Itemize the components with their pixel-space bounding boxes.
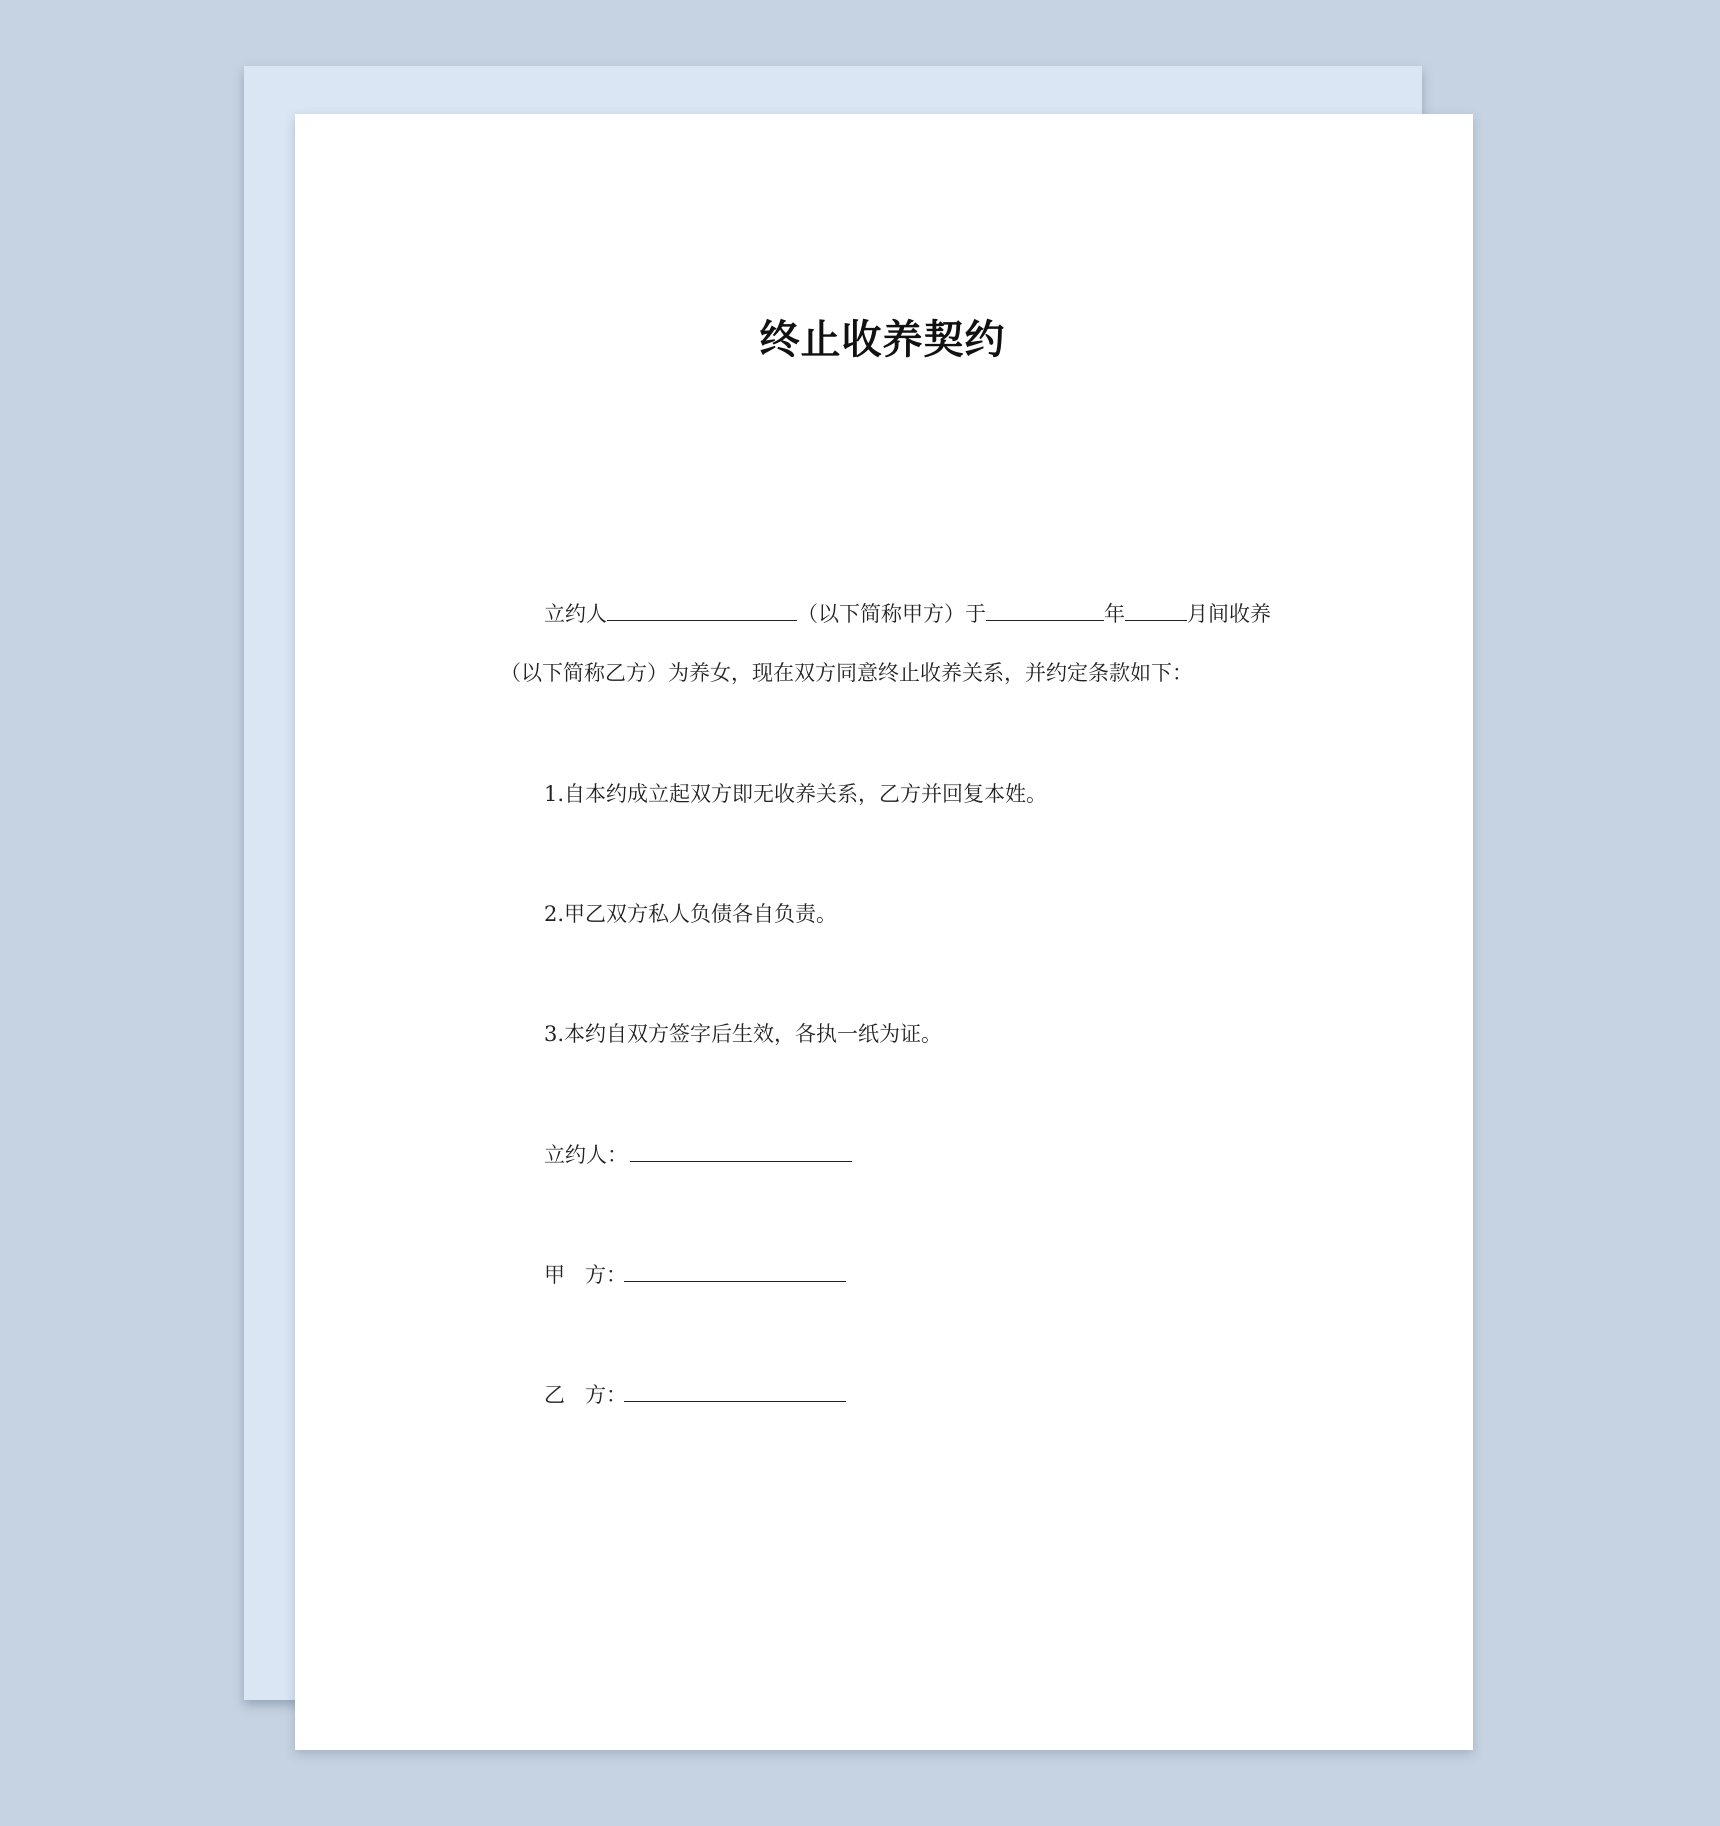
intro-text-party: 立约人 <box>544 602 607 626</box>
intro-text-abbrev: （以下简称甲方）于 <box>797 602 986 626</box>
intro-text-month: 月间收养 <box>1187 602 1271 626</box>
signature-label-a-char: 甲 <box>544 1263 565 1287</box>
signature-blank-a <box>624 1259 846 1282</box>
signature-line-a <box>544 1259 846 1290</box>
signature-line-party <box>544 1139 852 1170</box>
signature-label-party: 立约人： <box>544 1143 628 1167</box>
signature-blank-party <box>630 1139 852 1162</box>
signature-label-b <box>544 1380 626 1410</box>
signature-label-a <box>544 1260 626 1290</box>
signature-label-b-suffix: 方： <box>585 1383 627 1407</box>
signature-label-a-suffix: 方： <box>585 1263 627 1287</box>
clause-3: 3.本约自双方签字后生效，各执一纸为证。 <box>544 1022 943 1046</box>
document-title: 终止收养契约 <box>759 317 1006 363</box>
signature-blank-b <box>624 1379 846 1402</box>
intro-line-2: （以下简称乙方）为养女，现在双方同意终止收养关系，并约定条款如下： <box>500 661 1193 685</box>
party-name-blank <box>607 598 797 621</box>
signature-label-b-char: 乙 <box>544 1383 565 1407</box>
month-blank <box>1125 598 1187 621</box>
signature-line-b <box>544 1379 846 1410</box>
clause-2: 2.甲乙双方私人负债各自负责。 <box>544 902 838 926</box>
intro-line-1 <box>544 598 1271 629</box>
year-blank <box>986 598 1104 621</box>
intro-text-year: 年 <box>1104 602 1125 626</box>
clause-1: 1.自本约成立起双方即无收养关系，乙方并回复本姓。 <box>544 782 1048 806</box>
